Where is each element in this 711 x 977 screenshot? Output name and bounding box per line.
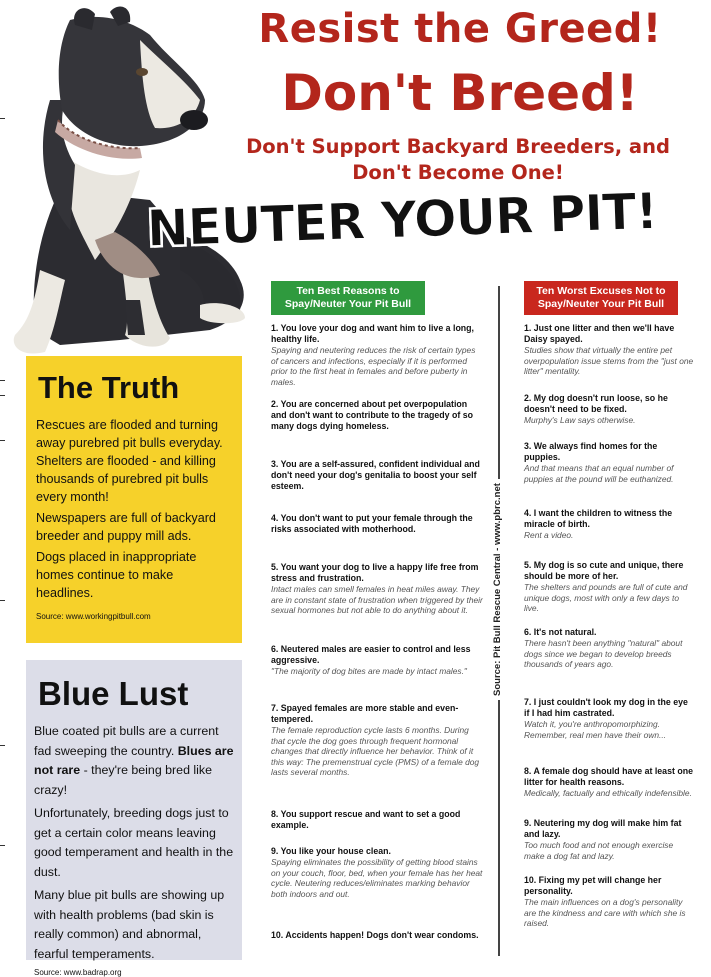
excuse-item: [524, 627, 694, 697]
excuse-body: There hasn't been anything "natural" about dogs since we began to develop breeds thousands of years ago.: [524, 638, 683, 669]
excuse-item: [524, 323, 694, 393]
excuses-list: [524, 323, 694, 929]
excuse-body: And that means that an equal number of puppies at the pound will be euthanized.: [524, 463, 674, 484]
excuse-item: [524, 875, 694, 929]
reason-item: [271, 399, 483, 459]
excuse-title: 4. I want the children to witness the miracle of birth.: [524, 508, 673, 529]
reason-body: Intact males can smell females in heat miles away. They are in constant state of frustration when triggered by their sexual hormones but not able to do anything about it.: [271, 584, 483, 615]
excuse-item: [524, 560, 694, 627]
headline-resist: Resist the Greed!: [258, 6, 662, 52]
truth-title: The Truth: [38, 370, 180, 405]
excuse-title: 5. My dog is so cute and unique, there should be more of her.: [524, 560, 684, 581]
excuse-title: 8. A female dog should have at least one litter for health reasons.: [524, 766, 693, 787]
blue-lust-box: [26, 660, 242, 977]
reason-title: 10. Accidents happen! Dogs don't wear condoms.: [271, 930, 479, 940]
blue-lust-text: - they're being bred like crazy!: [34, 763, 212, 797]
excuse-title: 10. Fixing my pet will change her personality.: [524, 875, 662, 896]
excuse-title: 3. We always find homes for the puppies.: [524, 441, 658, 462]
reason-title: 5. You want your dog to live a happy life free from stress and frustration.: [271, 562, 479, 583]
reason-title: 8. You support rescue and want to set a good example.: [271, 809, 461, 830]
blue-lust-text: Blue coated pit bulls are a current fad sweeping the country.: [34, 724, 219, 758]
excuse-body: The main influences on a dog's personality are the kindness and care with which she is raised.: [524, 897, 686, 928]
reason-item: [271, 562, 483, 644]
reason-title: 4. You don't want to put your female through the risks associated with motherhood.: [271, 513, 473, 534]
excuse-item: [524, 508, 694, 560]
pit-bull-dog-photo: [0, 0, 250, 360]
reasons-heading: Ten Best Reasons to Spay/Neuter Your Pit Bull: [271, 281, 425, 315]
reason-item: [271, 323, 483, 399]
subheadline: Don't Support Backyard Breeders, and Don't Become One!: [246, 135, 670, 184]
reason-title: 6. Neutered males are easier to control and less aggressive.: [271, 644, 471, 665]
excuse-body: Medically, factually and ethically indefensible.: [524, 788, 692, 798]
blue-lust-paragraph: [34, 722, 234, 800]
reason-title: 7. Spayed females are more stable and even-tempered.: [271, 703, 459, 724]
reason-item: [271, 809, 483, 846]
excuse-item: [524, 766, 694, 818]
reason-body: The female reproduction cycle lasts 6 months. During that cycle the dog goes through frequent hormonal changes that directly influence her behavior. Think of it this way: The premenstrual cycle (PMS) of a female dog lasts several months.: [271, 725, 480, 777]
excuse-body: Too much food and not enough exercise make a dog fat and lazy.: [524, 840, 674, 861]
excuse-body: Murphy's Law says otherwise.: [524, 415, 636, 425]
excuse-body: Watch it, you're anthropomorphizing. Remember, real men have their own...: [524, 719, 666, 740]
reason-title: 3. You are a self-assured, confident individual and don't need your dog's genitalia to boost your self esteem.: [271, 459, 480, 491]
blue-lust-source: Source: www.badrap.org: [34, 968, 122, 977]
reasons-list: [271, 323, 483, 941]
blue-lust-title: Blue Lust: [38, 675, 189, 712]
excuse-body: The shelters and pounds are full of cute and unique dogs, most with only a few days to live.: [524, 582, 688, 613]
excuse-body: Studies show that virtually the entire pet overpopulation issue stems from the "just one litter" mentality.: [524, 345, 694, 376]
reason-item: [271, 703, 483, 809]
excuses-heading: Ten Worst Excuses Not to Spay/Neuter Your Pit Bull: [524, 281, 678, 315]
reason-item: [271, 644, 483, 703]
excuse-item: [524, 393, 694, 441]
excuse-item: [524, 441, 694, 508]
truth-paragraph: Rescues are flooded and turning away purebred pit bulls everyday. Shelters are flooded - and killing thousands of purebred pit bulls every month!: [36, 418, 223, 504]
reason-body: Spaying and neutering reduces the risk of certain types of cancers and infections, especially if it is performed prior to the first heat in females and before puberty in males.: [271, 345, 476, 387]
blue-lust-emphasis: Blues are not rare: [34, 743, 234, 777]
excuse-title: 2. My dog doesn't run loose, so he doesn't need to be fixed.: [524, 393, 668, 414]
excuse-title: 7. I just couldn't look my dog in the eye if I had him castrated.: [524, 697, 688, 718]
excuse-item: [524, 697, 694, 766]
reason-item: [271, 513, 483, 562]
slogan-neuter-your-pit: NEUTER YOUR PIT!: [145, 182, 659, 258]
reason-title: 1. You love your dog and want him to live a long, healthy life.: [271, 323, 475, 344]
truth-box: [26, 356, 242, 643]
excuse-title: 6. It's not natural.: [524, 627, 597, 637]
reason-item: [271, 459, 483, 513]
blue-lust-paragraph: Many blue pit bulls are showing up with health problems (bad skin is really common) and abnormal, fearful temperaments.: [34, 888, 225, 961]
excuse-title: 1. Just one litter and then we'll have Daisy spayed.: [524, 323, 675, 344]
blue-lust-paragraph: Unfortunately, breeding dogs just to get a certain color means leaving good temperament and health in the dust.: [34, 806, 234, 879]
excuse-item: [524, 818, 694, 875]
truth-paragraph: Dogs placed in inappropriate homes continue to make headlines.: [36, 550, 197, 600]
excuse-body: Rent a video.: [524, 530, 574, 540]
truth-paragraph: Newspapers are full of backyard breeder and puppy mill ads.: [36, 511, 216, 543]
reason-title: 2. You are concerned about pet overpopulation and don't want to contribute to the tragedy of so many dogs dying homeless.: [271, 399, 473, 431]
truth-source: Source: www.workingpitbull.com: [36, 612, 151, 621]
vertical-source-text: Source: Pit Bull Rescue Central - www.pbrc.net: [492, 479, 503, 700]
reason-item: [271, 930, 483, 941]
reason-title: 9. You like your house clean.: [271, 846, 391, 856]
reason-body: Spaying eliminates the possibility of getting blood stains on your couch, floor, bed, when your female has her heat cycle. Neutering reduces/eliminates marking behavior both indoors and out.: [271, 857, 483, 899]
headline-dont-breed: Don't Breed!: [281, 64, 639, 122]
reason-body: "The majority of dog bites are made by intact males.": [271, 666, 467, 676]
vertical-source: [492, 470, 506, 700]
excuse-title: 9. Neutering my dog will make him fat and lazy.: [524, 818, 682, 839]
reason-item: [271, 846, 483, 930]
